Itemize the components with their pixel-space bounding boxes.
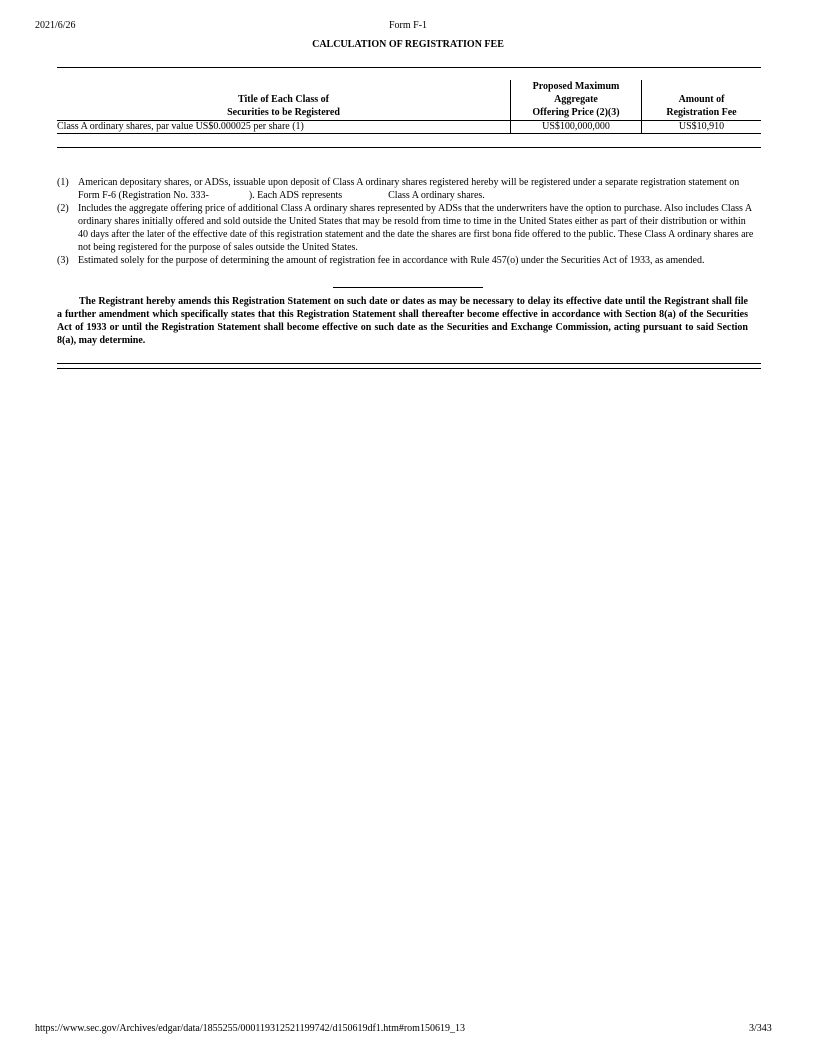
- page-number: 3/343: [749, 1023, 772, 1034]
- table-header-row: [57, 80, 761, 121]
- print-date: 2021/6/26: [35, 20, 76, 31]
- top-rule: [57, 67, 761, 68]
- footnote-text-part: ). Each ADS represents: [248, 190, 343, 201]
- header-text: Registration Fee: [666, 107, 737, 118]
- form-name: Form F-1: [388, 20, 428, 31]
- table-bottom-rule: [57, 133, 761, 134]
- page-title: CALCULATION OF REGISTRATION FEE: [312, 39, 504, 50]
- section-rule: [57, 147, 761, 148]
- cell-registration-fee: US$10,910: [642, 121, 762, 134]
- registration-fee-table: [57, 80, 761, 133]
- footnote-text-part: American depositary shares, or ADSs, issuable upon deposit of Class A ordinary shares registered hereby will be registered under a separate registration statement on Form F-6 (Registration No. 333-: [78, 177, 740, 201]
- header-text: Title of Each Class of: [238, 94, 329, 105]
- header-text: Amount of: [678, 94, 725, 105]
- cell-offering-price: US$100,000,000: [511, 121, 642, 134]
- header-text: Offering Price (2)(3): [532, 107, 620, 118]
- footnote-text: Includes the aggregate offering price of additional Class A ordinary shares represented by ADSs that the underwriters have the option to purchase. Also includes Class A ordinary shares initially offered and sold outside the United States that may be resold from time to time in the United States either as part of their distribution or within 40 days after the later of the effective date of this registration statement and the date the shares are first bona fide offered to the public. These Class A ordinary shares are not being registered for the purpose of sales outside the United States.: [78, 203, 754, 253]
- cell-security-title: Class A ordinary shares, par value US$0.000025 per share (1): [57, 121, 304, 132]
- footnote-text: [78, 176, 757, 202]
- header-registration-fee: [642, 80, 762, 121]
- footnote-number: (1): [57, 177, 69, 188]
- table-row: [57, 121, 761, 134]
- double-rule-bottom: [57, 368, 761, 369]
- header-offering-price: [511, 80, 642, 121]
- header-title-of-class: [57, 80, 511, 121]
- header-text: Proposed Maximum: [532, 81, 620, 92]
- footnote-text-part: Class A ordinary shares.: [388, 190, 485, 201]
- double-rule-top: [57, 363, 761, 364]
- footnote-1: [57, 176, 757, 202]
- footnote-2: [57, 202, 757, 254]
- footer-url: https://www.sec.gov/Archives/edgar/data/1855255/000119312521199742/d150619df1.htm#rom150619_13: [35, 1023, 465, 1034]
- footnote-number: (3): [57, 255, 69, 266]
- header-text: Aggregate: [554, 94, 598, 105]
- footnote-3: [57, 254, 757, 267]
- separator-rule: [333, 287, 483, 288]
- footnotes: [57, 176, 757, 267]
- header-text: Securities to be Registered: [227, 107, 340, 118]
- footnote-number: (2): [57, 203, 69, 214]
- registrant-legend: The Registrant hereby amends this Registration Statement on such date or dates as may be necessary to delay its effective date until the Registrant shall file a further amendment which specifically states that this Registration Statement shall thereafter become effective in accordance with Section 8(a) of the Securities Act of 1933 or until the Registration Statement shall become effective on such date as the Securities and Exchange Commission, acting pursuant to said Section 8(a), may determine.: [57, 296, 748, 346]
- footnote-text: Estimated solely for the purpose of determining the amount of registration fee in accordance with Rule 457(o) under the Securities Act of 1933, as amended.: [78, 255, 705, 266]
